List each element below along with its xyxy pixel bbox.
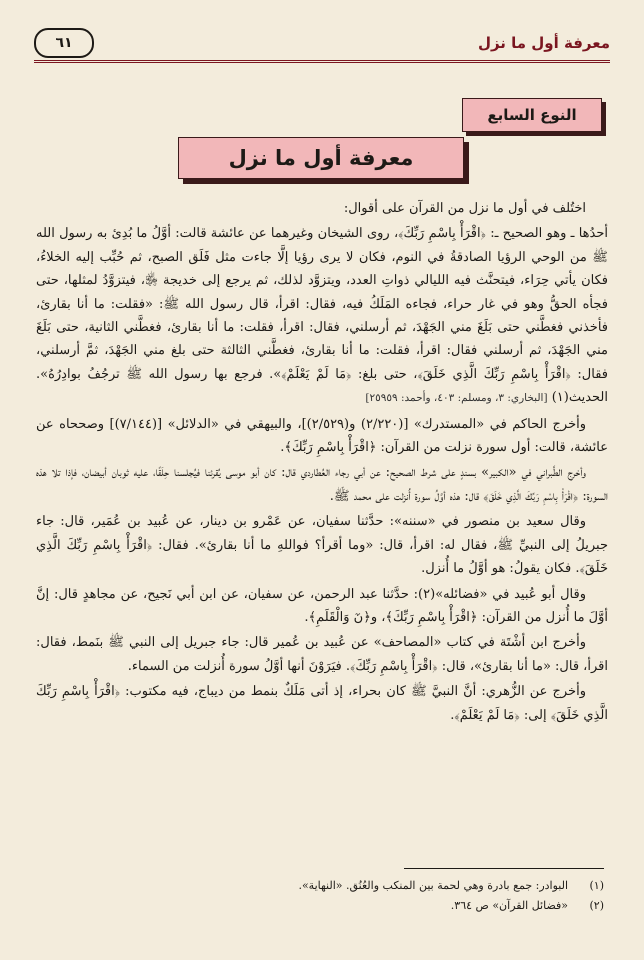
paragraph xyxy=(36,222,608,410)
page-number: ٦١ xyxy=(34,28,94,58)
footnote-text: البوادر: جمع بادرة وهي لحمة بين المنكب والعُنُق. «النهاية». xyxy=(298,879,568,892)
footnote-number: (١) xyxy=(589,879,604,892)
citation-reference: [البخاري: ٣، ومسلم: ٤٠٣، وأحمد: ٢٥٩٥٩] xyxy=(365,392,548,405)
paragraph: وأخرج عن الزُّهري: أنَّ النبيَّ ﷺ كان بحراء، إذ أتى مَلَكٌ بنمط من ديباج، فيه مكتوب: ﴿اقْرَأْ بِاسْمِ رَبِّكَ الَّذِي خَلَقَ﴾ إلى: ﴿مَا لَمْ يَعْلَمْ﴾. xyxy=(36,684,608,723)
footnote-rule xyxy=(404,868,604,869)
paragraph: وأخرج الطَّبراني في «الكبير» بسندٍ على شرط الصحيح: عن أبي رجاء العُطاردي قال: كان أبو موسى يُقرئنا فيُجلسنا حِلَقًا، عليه ثوبان أبيضان، فإذا تلا هذه السورة: ﴿اقْرَأْ بِاسْمِ رَبِّكَ الَّذِي خَلَقَ﴾ قال: هذه أوَّلُ سورة أُنزلت على محمد ﷺ. xyxy=(36,465,608,504)
footnote-text: «فضائل القرآن» ص ٣٦٤. xyxy=(450,899,568,912)
body-text xyxy=(36,197,608,729)
paragraph: وقال سعيد بن منصور في «سننه»: حدَّثنا سفيان، عن عَمْرو بن دينار، عن عُبيد بن عُمَير، قال: جاء جبريلُ إلى النبيِّ ﷺ، فقال له: اقرأ، قال: «وما أقرأ؟ فواللهِ ما أنا بقارئ». فقال: ﴿اقْرَأْ بِاسْمِ رَبِّكَ الَّذِي خَلَقَ﴾. فكان يقولُ: هو أوَّلُ ما أُنزل. xyxy=(36,514,608,577)
paragraph: وقال أبو عُبيد في «فضائله»(٢): حدَّثنا عبد الرحمن، عن سفيان، عن ابن أبي نَجيح، عن مجاهدٍ قال: إنَّ أوَّلَ ما أُنزل من القرآن: ﴿اقْرَأْ بِاسْمِ رَبِّكَ﴾، و﴿نٓ وَالْقَلَمِ﴾. xyxy=(36,586,608,625)
paragraph: وأخرج الحاكم في «المستدرك» [(٢/٢٢٠) و(٢/٥٢٩)]، والبيهقي في «الدلائل» [(٧/١٤٤)] وصححاه عن عائشة، قالت: أول سورة نزلت من القرآن: ﴿اقْرَأْ بِاسْمِ رَبِّكَ﴾. xyxy=(36,416,608,456)
section-label: النوع السابع xyxy=(462,98,602,132)
footnote-number: (٢) xyxy=(589,899,604,912)
footnotes xyxy=(40,876,604,916)
paragraph-text: أحدُها ـ وهو الصحيح ـ: ﴿اقْرَأْ بِاسْمِ رَبِّكَ﴾، روى الشيخان وغيرهما عن عائشة قالت: أوَّلُ ما بُدِئ به رسول الله ﷺ من الوحي الرؤيا الصادقةُ في النوم، فكان لا يرى رؤيا إلَّا جاءت مثل فَلَق الصبح، ثم حُبِّب إليه الخلاءُ، فكان يأتي حِرَاء، فيتحنَّث فيه الليالي ذواتِ العدد، ويتزوَّد لذلك، ثم يرجع إلى خديجة ﵂، فيتزوَّدُ لمثلها، حتى فجأه الحقُّ وهو في غار حراء، فجاءه المَلَكُ فيه، فقال: اقرأ، قال رسول الله ﷺ: «فقلت: ما أنا بقارئ، فأخذني فغطَّني حتى بَلَغَ مني الجَهْدَ، ثم أرسلني، فقال: اقرأ، فقلت: ما أنا بقارئ، فغطَّني الثانية، حتى بَلَغَ مني الجَهْدَ، ثم أرسلني فقال: اقرأ، فقلت: ما أنا بقارئ، فغطَّني الثالثة حتى بلغ مني الجَهْدَ، ثمَّ أرسلني، فقال: ﴿اقْرَأْ بِاسْمِ رَبِّكَ الَّذِي خَلَقَ﴾، حتى بلغ: ﴿مَا لَمْ يَعْلَمْ﴾». فرجع بها رسول الله ﷺ ترجُفُ بوادِرُهُ». الحديث(١) xyxy=(36,226,608,406)
paragraph: اختُلف في أول ما نزل من القرآن على أقوال: xyxy=(343,201,586,216)
header-rule xyxy=(34,60,610,63)
chapter-heading: معرفة أول ما نزل xyxy=(178,137,464,179)
paragraph: وأخرج ابن أشْتَة في كتاب «المصاحف» عن عُبيد بن عُمير قال: جاء جبريل إلى النبي ﷺ بنَمط، فقال: اقرأ، قال: «ما أنا بقارئ»، قال: ﴿اقْرَأْ بِاسْمِ رَبِّكَ﴾. فيَرَوْنَ أنها أوَّلُ سورة أُنزلت من السماء. xyxy=(36,635,608,674)
footnote xyxy=(40,876,604,896)
running-title: معرفة أول ما نزل xyxy=(477,34,610,52)
footnote xyxy=(40,896,604,916)
page-header xyxy=(34,26,610,60)
